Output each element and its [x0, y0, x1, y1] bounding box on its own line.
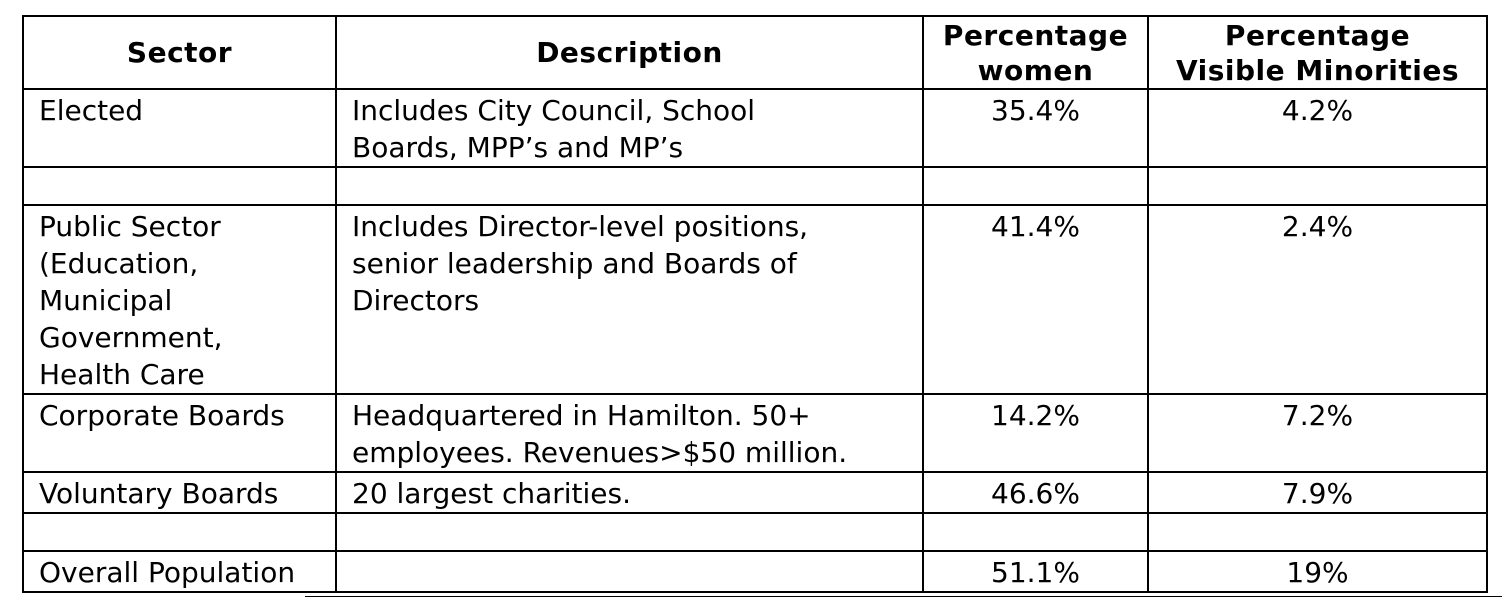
description-line: Boards, MPP’s and MP’s: [352, 131, 684, 164]
header-percentage-women: [923, 16, 1148, 89]
empty-cell: [923, 513, 1148, 551]
women-cell: 14.2%: [923, 394, 1148, 472]
header-description: Description: [336, 16, 923, 89]
minorities-cell: 7.9%: [1148, 472, 1487, 513]
description-line: Directors: [352, 284, 480, 317]
sector-cell: [23, 205, 336, 394]
description-cell: [336, 205, 923, 394]
table-row-elected: [23, 89, 1487, 167]
header-minorities-line: Percentage: [1224, 18, 1411, 52]
header-percentage-visible-minorities: [1148, 16, 1487, 89]
sector-line: Corporate Boards: [39, 399, 285, 432]
table-row-empty: [23, 513, 1487, 551]
sector-line: Health Care: [39, 358, 205, 391]
sector-line: Voluntary Boards: [39, 477, 279, 510]
description-line: Headquartered in Hamilton. 50+: [352, 399, 811, 432]
sector-line: Public Sector: [39, 210, 221, 243]
sector-line: Municipal: [39, 284, 173, 317]
women-cell: 46.6%: [923, 472, 1148, 513]
table-row-voluntary-boards: [23, 472, 1487, 513]
minorities-cell: 19%: [1148, 551, 1487, 592]
sector-cell: [23, 394, 336, 472]
women-cell: 41.4%: [923, 205, 1148, 394]
header-minorities-line: Visible Minorities: [1175, 53, 1460, 87]
sector-line: (Education,: [39, 247, 199, 280]
header-women-line: Percentage: [942, 18, 1129, 52]
empty-cell: [23, 513, 336, 551]
description-line: senior leadership and Boards of: [352, 247, 797, 280]
header-sector: Sector: [23, 16, 336, 89]
minorities-cell: 4.2%: [1148, 89, 1487, 167]
empty-cell: [1148, 167, 1487, 205]
sector-line: Overall Population: [39, 556, 296, 589]
description-cell: [336, 551, 923, 592]
sector-line: Government,: [39, 321, 223, 354]
description-cell: [336, 394, 923, 472]
description-line: employees. Revenues>$50 million.: [352, 436, 848, 469]
sector-line: Elected: [39, 94, 144, 127]
table-row-public-sector: [23, 205, 1487, 394]
description-line: 20 largest charities.: [352, 477, 632, 510]
empty-cell: [1148, 513, 1487, 551]
description-cell: [336, 89, 923, 167]
header-women-line: women: [977, 53, 1094, 87]
sector-cell: [23, 551, 336, 592]
table-row-overall-population: [23, 551, 1487, 592]
table-header-row: [23, 16, 1487, 89]
table-row-corporate-boards: [23, 394, 1487, 472]
sector-cell: [23, 472, 336, 513]
description-cell: [336, 472, 923, 513]
representation-table: [22, 15, 1488, 593]
sector-cell: [23, 89, 336, 167]
women-cell: 35.4%: [923, 89, 1148, 167]
minorities-cell: 2.4%: [1148, 205, 1487, 394]
table-row-empty: [23, 167, 1487, 205]
empty-cell: [23, 167, 336, 205]
women-cell: 51.1%: [923, 551, 1148, 592]
description-line: Includes City Council, School: [352, 94, 756, 127]
description-line: Includes Director-level positions,: [352, 210, 809, 243]
empty-cell: [923, 167, 1148, 205]
minorities-cell: 7.2%: [1148, 394, 1487, 472]
bottom-divider: [305, 596, 1502, 597]
empty-cell: [336, 167, 923, 205]
empty-cell: [336, 513, 923, 551]
